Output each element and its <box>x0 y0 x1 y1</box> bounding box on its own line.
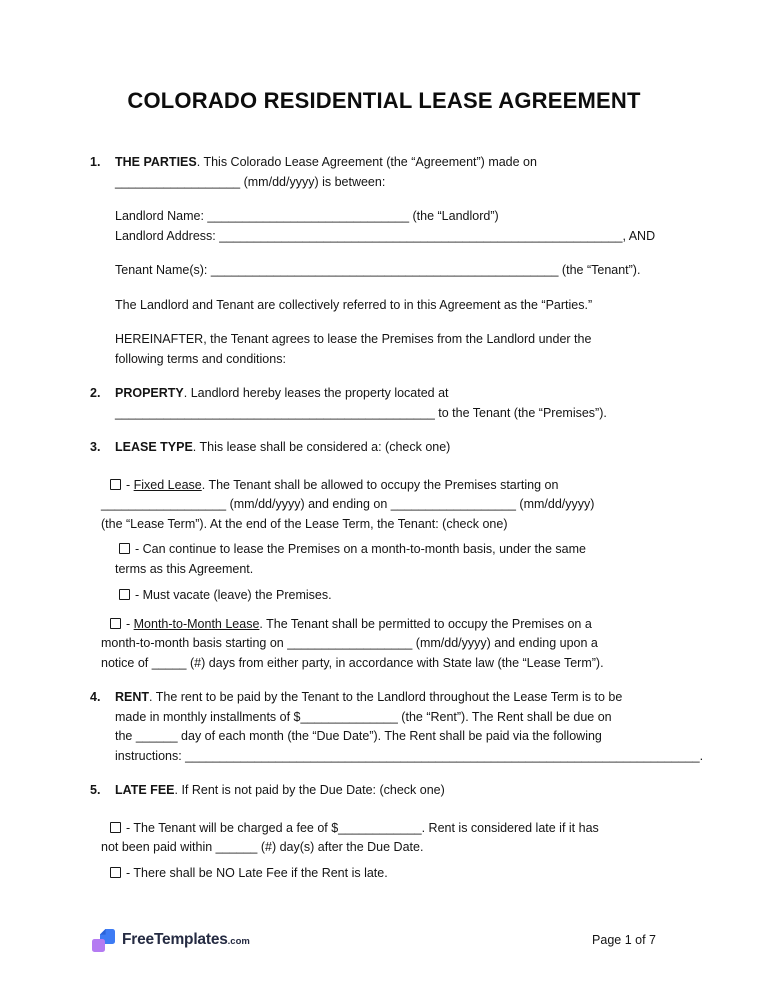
section-property-heading: PROPERTY <box>115 386 184 400</box>
must-vacate-checkbox[interactable] <box>119 589 130 600</box>
section-late-fee-heading-line <box>115 781 668 801</box>
landlord-address-line: Landlord Address: __________________________________________________________, AND <box>115 228 656 243</box>
hereinafter-block <box>115 330 668 369</box>
fixed-lease-dates-blank-line: __________________ (mm/dd/yyyy) and ending on __________________ (mm/dd/yyyy) <box>101 497 595 511</box>
section-parties-heading: THE PARTIES <box>115 155 197 169</box>
month-to-month-lease-option <box>101 615 668 674</box>
page-number: Page 1 of 7 <box>592 933 656 947</box>
section-rent <box>90 688 704 766</box>
rent-due-date-line: the ______ day of each month (the “Due Date”). The Rent shall be paid via the following <box>115 729 602 743</box>
landlord-name-line: Landlord Name: _____________________________ (the “Landlord”) <box>115 209 499 223</box>
month-to-month-dash: - <box>126 616 134 631</box>
fixed-lease-option-line-1 <box>101 476 668 496</box>
property-address-blank-line: ______________________________________________ to the Tenant (the “Premises”). <box>115 405 607 420</box>
section-property-heading-line <box>115 384 668 404</box>
parties-collective-line: The Landlord and Tenant are collectively referred to in this Agreement as the “Parties.” <box>115 297 593 312</box>
must-vacate-option <box>115 586 668 606</box>
late-fee-option-line-1 <box>101 819 668 839</box>
section-late-fee <box>90 781 668 883</box>
fixed-lease-term-end-line: (the “Lease Term”). At the end of the Lease Term, the Tenant: (check one) <box>101 516 508 531</box>
document-body <box>0 153 768 883</box>
must-vacate-line <box>115 586 668 606</box>
month-to-month-checkbox[interactable] <box>110 618 121 629</box>
tenant-block <box>115 261 668 281</box>
section-parties <box>90 153 668 192</box>
no-late-fee-option <box>101 864 668 884</box>
fixed-lease-checkbox[interactable] <box>110 479 121 490</box>
freetemplates-logo-icon <box>92 929 115 952</box>
section-property-heading-rest: . Landlord hereby leases the property located at <box>183 386 449 400</box>
section-lease-type <box>90 438 668 673</box>
continue-option-line-1 <box>115 540 668 560</box>
late-fee-checkbox[interactable] <box>110 822 121 833</box>
agreement-date-blank-line: __________________ (mm/dd/yyyy) is between: <box>115 174 386 189</box>
section-property-number: 2. <box>90 386 101 400</box>
section-parties-heading-rest: . This Colorado Lease Agreement (the “Agreement”) made on <box>196 155 537 169</box>
section-lease-type-heading-line <box>115 438 668 458</box>
section-rent-number: 4. <box>90 690 101 704</box>
hereinafter-line-2: following terms and conditions: <box>115 351 286 366</box>
fixed-lease-dash: - <box>126 477 134 492</box>
continue-month-to-month-option <box>115 540 668 579</box>
month-to-month-option-line-1 <box>101 615 668 635</box>
section-late-fee-heading-rest: . If Rent is not paid by the Due Date: (check one) <box>174 783 445 797</box>
fixed-lease-term: Fixed Lease <box>133 477 202 492</box>
section-property <box>90 384 668 423</box>
rent-amount-line: made in monthly installments of $______________ (the “Rent”). The Rent shall be due on <box>115 709 612 724</box>
must-vacate-text: - Must vacate (leave) the Premises. <box>135 588 332 602</box>
page-footer <box>92 928 656 953</box>
fixed-lease-rest: . The Tenant shall be allowed to occupy the Premises starting on <box>201 477 559 492</box>
month-to-month-notice-line: notice of _____ (#) days from either party, in accordance with State law (the “Lease Term”). <box>101 655 604 670</box>
section-rent-heading: RENT <box>115 690 150 704</box>
section-parties-heading-line <box>115 153 668 173</box>
freetemplates-wordmark <box>122 928 250 953</box>
landlord-block <box>115 207 668 246</box>
brand-suffix: .com <box>227 936 250 947</box>
rent-instructions-blank-line: instructions: __________________________________________________________________________. <box>115 748 704 763</box>
late-fee-option-line-2: not been paid within ______ (#) day(s) after the Due Date. <box>101 840 424 854</box>
continue-month-to-month-checkbox[interactable] <box>119 543 130 554</box>
late-fee-option-text: - The Tenant will be charged a fee of $____________. Rent is considered late if it has <box>126 820 599 835</box>
continue-option-text: - Can continue to lease the Premises on a month-to-month basis, under the same <box>135 542 586 556</box>
fixed-lease-option <box>101 476 668 606</box>
logo-purple-square <box>92 939 105 952</box>
section-rent-heading-line <box>115 688 668 708</box>
section-lease-type-heading: LEASE TYPE <box>115 440 193 454</box>
section-rent-heading-rest: . The rent to be paid by the Tenant to the Landlord throughout the Lease Term is to be <box>149 690 623 704</box>
month-to-month-term: Month-to-Month Lease <box>133 616 260 631</box>
section-late-fee-heading: LATE FEE <box>115 783 175 797</box>
no-late-fee-text: - There shall be NO Late Fee if the Rent is late. <box>126 865 388 880</box>
late-fee-charged-option <box>101 819 668 858</box>
tenant-name-line: Tenant Name(s): __________________________________________________ (the “Tenant”). <box>115 263 641 277</box>
section-lease-type-heading-rest: . This lease shall be considered a: (check one) <box>192 440 451 454</box>
freetemplates-logo <box>92 928 250 953</box>
hereinafter-line-1: HEREINAFTER, the Tenant agrees to lease the Premises from the Landlord under the <box>115 332 592 346</box>
parties-collective-block <box>115 296 668 316</box>
section-late-fee-number: 5. <box>90 783 101 797</box>
brand-name: FreeTemplates <box>122 931 228 948</box>
section-parties-number: 1. <box>90 155 101 169</box>
month-to-month-rest: . The Tenant shall be permitted to occupy the Premises on a <box>259 616 592 631</box>
month-to-month-start-blank-line: month-to-month basis starting on __________________ (mm/dd/yyyy) and ending upon a <box>101 636 598 650</box>
no-late-fee-checkbox[interactable] <box>110 867 121 878</box>
section-lease-type-number: 3. <box>90 440 101 454</box>
document-title: COLORADO RESIDENTIAL LEASE AGREEMENT <box>127 88 641 113</box>
no-late-fee-line <box>101 864 668 884</box>
continue-option-line-2: terms as this Agreement. <box>115 561 254 576</box>
